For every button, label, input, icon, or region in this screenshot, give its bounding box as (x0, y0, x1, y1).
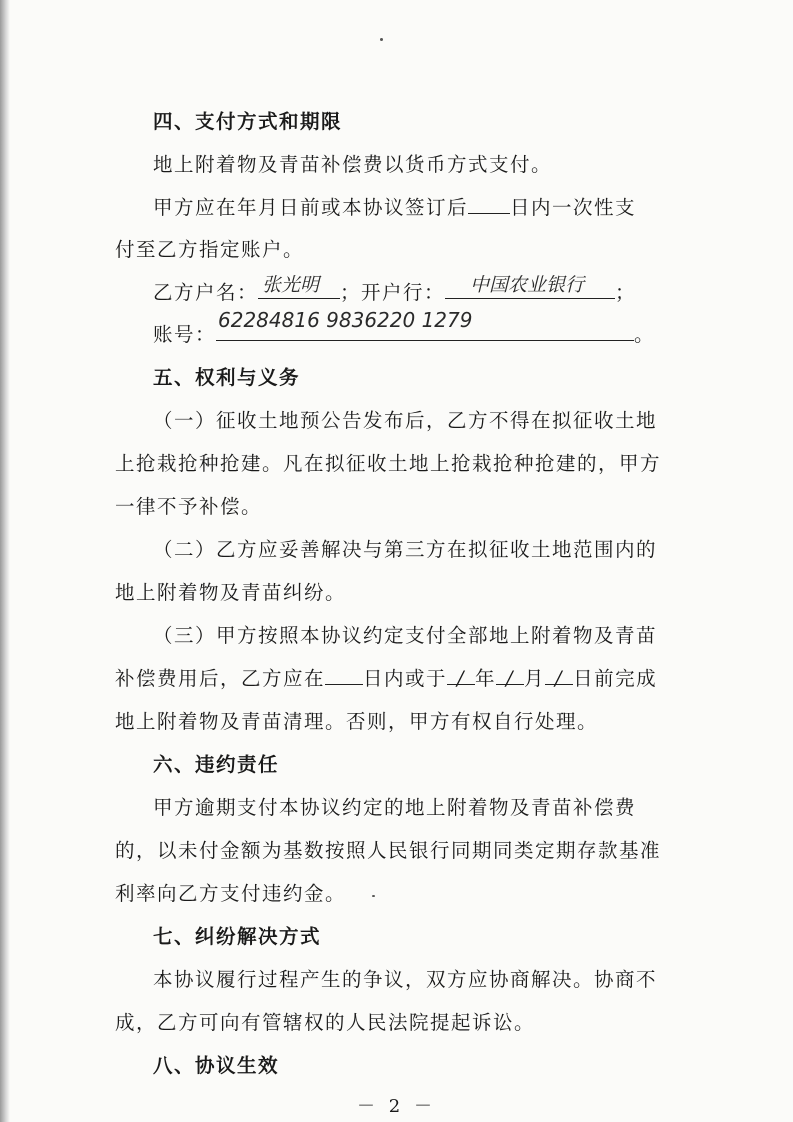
section-4-title: 四、支付方式和期限 (153, 110, 343, 133)
paragraph: 甲方逾期支付本协议约定的地上附着物及青苗补偿费 (153, 796, 637, 819)
scan-edge (0, 0, 10, 1122)
paragraph: 本协议履行过程产生的争议，双方应协商解决。协商不 (153, 968, 658, 991)
blank-days (325, 666, 363, 685)
paragraph: 付至乙方指定账户。 (115, 238, 305, 261)
punct: 。 (634, 323, 656, 346)
paragraph (153, 195, 636, 221)
handwritten-account-name: 张光明 (262, 274, 320, 296)
section-5-title: 五、权利与义务 (153, 366, 301, 389)
account-name-label: 乙方户名： (153, 281, 259, 304)
paragraph: （三）甲方按照本协议约定支付全部地上附着物及青苗 (153, 624, 658, 647)
punct: ； (615, 281, 637, 304)
paragraph: 成，乙方可向有管辖权的人民法院提起诉讼。 (115, 1011, 536, 1034)
text: 甲方应在年月日前或本协议签订后 (153, 196, 469, 219)
text: 日前完成 (573, 667, 658, 690)
blank-days (468, 195, 510, 214)
paragraph: 地上附着物及青苗纠纷。 (115, 581, 347, 604)
scan-speck (372, 895, 375, 897)
section-8-title: 八、协议生效 (153, 1054, 280, 1077)
text: 年 (475, 667, 497, 690)
paragraph: 地上附着物及青苗补偿费以货币方式支付。 (153, 153, 553, 176)
paragraph: 的，以未付金额为基数按照人民银行同期同类定期存款基准 (115, 839, 662, 862)
bank-label: ；开户行： (340, 281, 446, 304)
paragraph: 地上附着物及青苗清理。否则，甲方有权自行处理。 (115, 710, 599, 733)
page-number: － 2 － (357, 1096, 436, 1117)
paragraph: 一律不予补偿。 (115, 495, 263, 518)
section-7-title: 七、纠纷解决方式 (153, 925, 322, 948)
scan-speck (380, 38, 383, 41)
paragraph: （二）乙方应妥善解决与第三方在拟征收土地范围内的 (153, 538, 658, 561)
paragraph (115, 666, 657, 692)
text: 日内或于 (363, 667, 448, 690)
paragraph: （一）征收土地预公告发布后，乙方不得在拟征收土地 (153, 409, 658, 432)
text: 补偿费用后，乙方应在 (115, 667, 326, 690)
text: 月 (524, 667, 546, 690)
text: 日内一次性支 (510, 196, 637, 219)
section-6-title: 六、违约责任 (153, 753, 280, 776)
blank-month: / (496, 666, 524, 685)
paragraph: 上抢栽抢种抢建。凡在拟征收土地上抢栽抢种抢建的，甲方 (115, 452, 662, 475)
blank-day: / (545, 666, 573, 685)
handwritten-bank-name: 中国农业银行 (470, 274, 585, 296)
account-number-label: 账号： (153, 323, 217, 346)
handwritten-account-number: 62284816 9836220 1279 (218, 308, 473, 332)
blank-year: / (447, 666, 475, 685)
paragraph: 利率向乙方支付违约金。 (115, 882, 347, 905)
